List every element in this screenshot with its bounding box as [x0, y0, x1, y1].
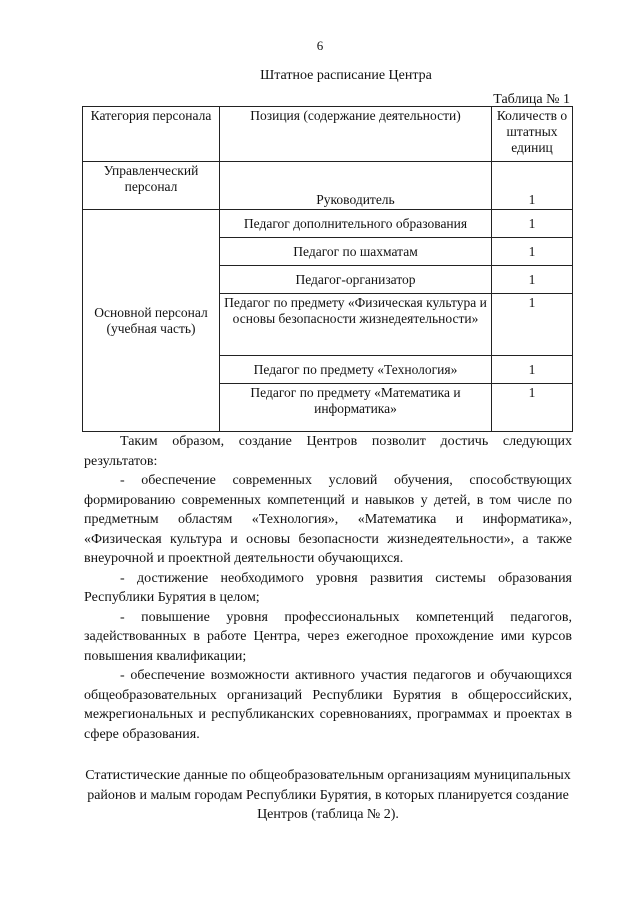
paragraph: - достижение необходимого уровня развития системы образования Республики Бурятия в целом;	[84, 570, 572, 605]
statistics-intro: Статистические данные по общеобразовательным организациям муниципальных районов и малым городам Республики Бурятия, в которых планируется создание Центров (таблица № 2).	[85, 768, 571, 822]
table-label: Таблица № 1	[493, 92, 570, 107]
count-cell: 1	[492, 294, 573, 356]
count-cell: 1	[492, 238, 573, 266]
position-cell: Педагог по предмету «Технология»	[220, 356, 492, 384]
header-position: Позиция (содержание деятельности)	[220, 107, 492, 162]
staffing-table	[82, 106, 573, 432]
count-cell: 1	[492, 384, 573, 432]
paragraph: - повышение уровня профессиональных компетенций педагогов, задействованных в работе Центра, через ежегодное прохождение ими курсов повышения квалификации;	[84, 609, 572, 664]
header-category: Категория персонала	[83, 107, 220, 162]
count-cell: 1	[492, 210, 573, 238]
position-cell: Педагог по предмету «Физическая культура и основы безопасности жизнедеятельности»	[220, 294, 492, 356]
position-cell: Руководитель	[220, 162, 492, 210]
document-title: Штатное расписание Центра	[260, 68, 432, 83]
count-cell: 1	[492, 356, 573, 384]
category-main-staff: Основной персонал (учебная часть)	[83, 210, 220, 432]
count-cell: 1	[492, 266, 573, 294]
position-cell: Педагог дополнительного образования	[220, 210, 492, 238]
page-number: 6	[316, 38, 324, 53]
table-row	[83, 210, 573, 238]
paragraph: - обеспечение современных условий обучения, способствующих формированию современных компетенций и навыков у детей, в том числе по предметным областям «Технология», «Математика и информатика», «Физическая культура и основы безопасности жизнедеятельности», а также внеурочной и проектной деятельности обучающихся.	[84, 473, 572, 566]
position-cell: Педагог-организатор	[220, 266, 492, 294]
position-cell: Педагог по шахматам	[220, 238, 492, 266]
position-cell: Педагог по предмету «Математика и информатика»	[220, 384, 492, 432]
results-text	[84, 432, 572, 744]
header-count: Количеств о штатных единиц	[492, 107, 573, 162]
table-row	[83, 162, 573, 210]
category-management: Управленческий персонал	[83, 162, 220, 210]
paragraph: Таким образом, создание Центров позволит достичь следующих результатов:	[84, 434, 572, 469]
paragraph: - обеспечение возможности активного участия педагогов и обучающихся общеобразовательных организаций Республики Бурятия в общероссийских, межрегиональных и республиканских соревнованиях, программах и проектах в сфере образования.	[84, 668, 572, 742]
table-header-row	[83, 107, 573, 162]
count-cell: 1	[492, 162, 573, 210]
